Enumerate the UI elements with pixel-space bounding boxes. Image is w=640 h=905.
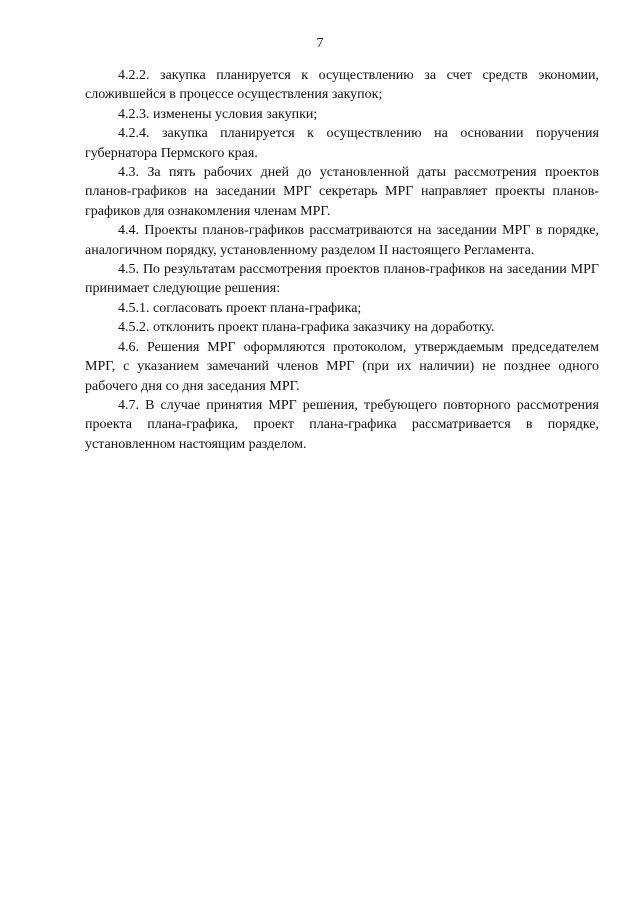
document-body <box>85 66 599 454</box>
paragraph-4-3: 4.3. За пять рабочих дней до установленной даты рассмотрения проектов планов-графиков на заседании МРГ секретарь МРГ направляет проекты планов-графиков для ознакомления членам МРГ. <box>85 165 599 219</box>
paragraph-4-5-1: 4.5.1. согласовать проект плана-графика; <box>118 300 362 316</box>
paragraph-4-4: 4.4. Проекты планов-графиков рассматриваются на заседании МРГ в порядке, аналогичном порядку, установленному разделом II настоящего Регламента. <box>85 223 599 258</box>
paragraph-4-2-3: 4.2.3. изменены условия закупки; <box>118 106 318 122</box>
page-number: 7 <box>316 36 324 51</box>
paragraph-4-6: 4.6. Решения МРГ оформляются протоколом, утверждаемым председателем МРГ, с указанием замечаний членов МРГ (при их наличии) не позднее одного рабочего дня со дня заседания МРГ. <box>85 339 599 394</box>
paragraph-4-5-2: 4.5.2. отклонить проект плана-графика заказчику на доработку. <box>118 320 495 336</box>
paragraph-4-2-2: 4.2.2. закупка планируется к осуществлению за счет средств экономии, сложившейся в процессе осуществления закупок; <box>85 68 599 103</box>
paragraph-4-5: 4.5. По результатам рассмотрения проектов планов-графиков на заседании МРГ принимает следующие решения: <box>85 262 599 297</box>
paragraph-4-2-4: 4.2.4. закупка планируется к осуществлению на основании поручения губернатора Пермского края. <box>85 126 599 161</box>
paragraph-4-7: 4.7. В случае принятия МРГ решения, требующего повторного рассмотрения проекта плана-графика, проект плана-графика рассматривается в порядке, установленном настоящим разделом. <box>85 397 599 452</box>
